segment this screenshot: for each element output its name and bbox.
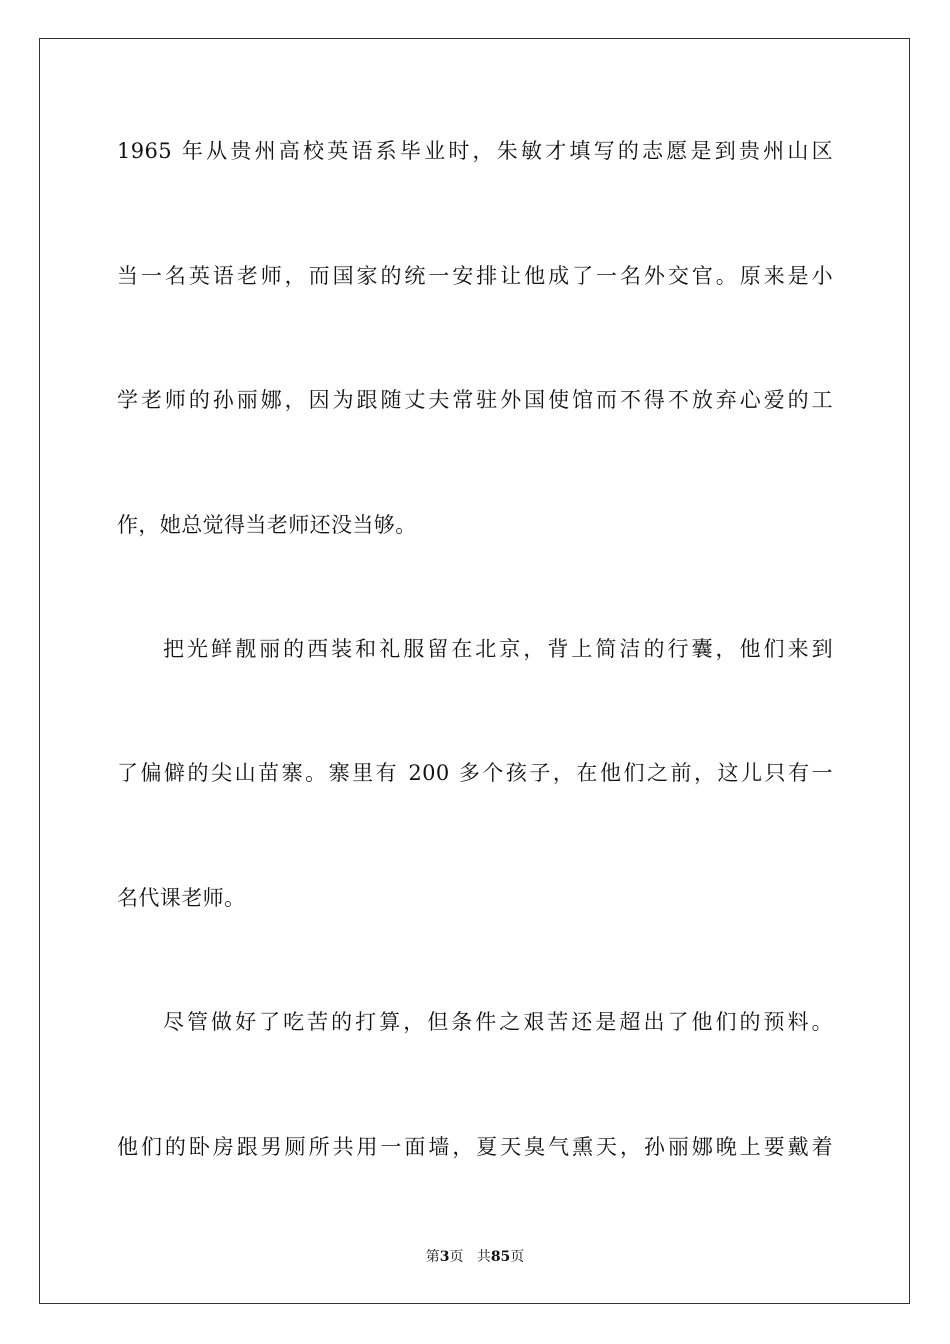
paragraph-line-1: 1965 年从贵州高校英语系毕业时，朱敏才填写的志愿是到贵州山区 xyxy=(117,139,833,163)
paragraph-line-7: 名代课老师。 xyxy=(117,886,246,910)
footer-total-prefix: 共 xyxy=(476,1249,491,1265)
page-footer xyxy=(0,1248,950,1266)
footer-page-number: 3 xyxy=(439,1249,450,1265)
footer-page-unit: 页 xyxy=(449,1249,464,1265)
paragraph-line-5: 把光鲜靓丽的西装和礼服留在北京，背上简洁的行囊，他们来到 xyxy=(163,637,833,661)
paragraph-line-3: 学老师的孙丽娜，因为跟随丈夫常驻外国使馆而不得不放弃心爱的工 xyxy=(117,388,833,412)
footer-total-unit: 页 xyxy=(510,1249,525,1265)
paragraph-line-9: 他们的卧房跟男厕所共用一面墙，夏天臭气熏天，孙丽娜晚上要戴着 xyxy=(117,1135,833,1159)
paragraph-line-2: 当一名英语老师，而国家的统一安排让他成了一名外交官。原来是小 xyxy=(117,264,833,288)
paragraph-line-4: 作，她总觉得当老师还没当够。 xyxy=(117,513,417,537)
paragraph-line-6: 了偏僻的尖山苗寨。寨里有 200 多个孩子，在他们之前，这儿只有一 xyxy=(117,761,833,785)
footer-total-pages: 85 xyxy=(490,1249,511,1265)
paragraph-line-8: 尽管做好了吃苦的打算，但条件之艰苦还是超出了他们的预料。 xyxy=(163,1010,833,1034)
footer-page-prefix: 第 xyxy=(425,1249,440,1265)
page-border xyxy=(39,38,910,1304)
